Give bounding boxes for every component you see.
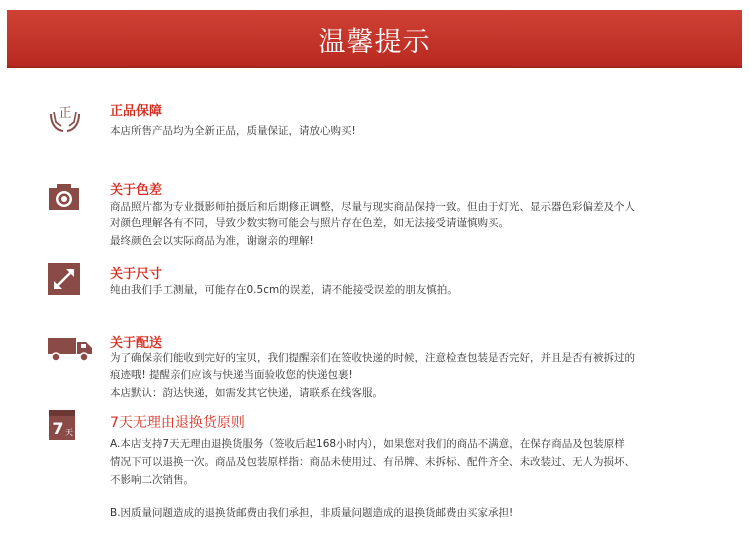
resize-arrow-icon — [48, 263, 78, 295]
genuine-hands-icon — [48, 100, 78, 132]
section-text: 对颜色理解各有不同，导致少数实物可能会与照片存在色差，如无法接受请谨慎购买。 — [110, 217, 509, 229]
section-title: 关于色差 — [110, 183, 163, 198]
seven-day-calendar-icon — [48, 409, 78, 441]
svg-text:正: 正 — [58, 106, 72, 121]
section-text: 最终颜色会以实际商品为准，谢谢亲的理解! — [110, 235, 314, 247]
header-banner — [7, 10, 742, 68]
section-text: 商品照片都为专业摄影师拍摄后和后期修正调整，尽量与现实商品保持一致。但由于灯光、显示器色彩偏差及个人 — [110, 201, 635, 213]
page-title: 温馨提示 — [318, 26, 431, 58]
section-text: A.本店支持7天无理由退换货服务（签收后起168小时内），如果您对我们的商品不满意，在保存商品及包装原样 — [110, 438, 625, 450]
section-text: 纯由我们手工测量，可能存在0.5cm的误差，请不能接受误差的朋友慎拍。 — [110, 284, 458, 296]
delivery-truck-icon — [48, 336, 94, 368]
section-title: 关于配送 — [110, 336, 163, 351]
section-text: 本店默认：韵达快递，如需发其它快递，请联系在线客服。 — [110, 387, 383, 399]
section-text: B.因质量问题造成的退换货邮费由我们承担，非质量问题造成的退换货邮费由买家承担! — [110, 507, 514, 519]
calendar-unit: 天 — [65, 428, 73, 437]
section-title: 关于尺寸 — [110, 267, 163, 282]
section-text: 情况下可以退换一次。商品及包装原样指：商品未使用过、有吊牌、未拆标、配件齐全、未改装过、无人为损坏、 — [110, 456, 635, 468]
section-title: 7天无理由退换货原则 — [110, 415, 245, 431]
section-title: 正品保障 — [110, 104, 163, 119]
calendar-number: 7 — [52, 419, 64, 438]
section-text: 痕迹哦! 提醒亲们应该与快递当面验收您的快递包裹! — [110, 369, 353, 381]
section-text: 为了确保亲们能收到完好的宝贝，我们提醒亲们在签收快递的时候，注意检查包装是否完好，并且是否有被拆过的 — [110, 352, 635, 364]
camera-icon — [48, 181, 78, 213]
section-text: 不影响二次销售。 — [110, 474, 194, 486]
section-text: 本店所售产品均为全新正品，质量保证，请放心购买! — [110, 125, 356, 137]
